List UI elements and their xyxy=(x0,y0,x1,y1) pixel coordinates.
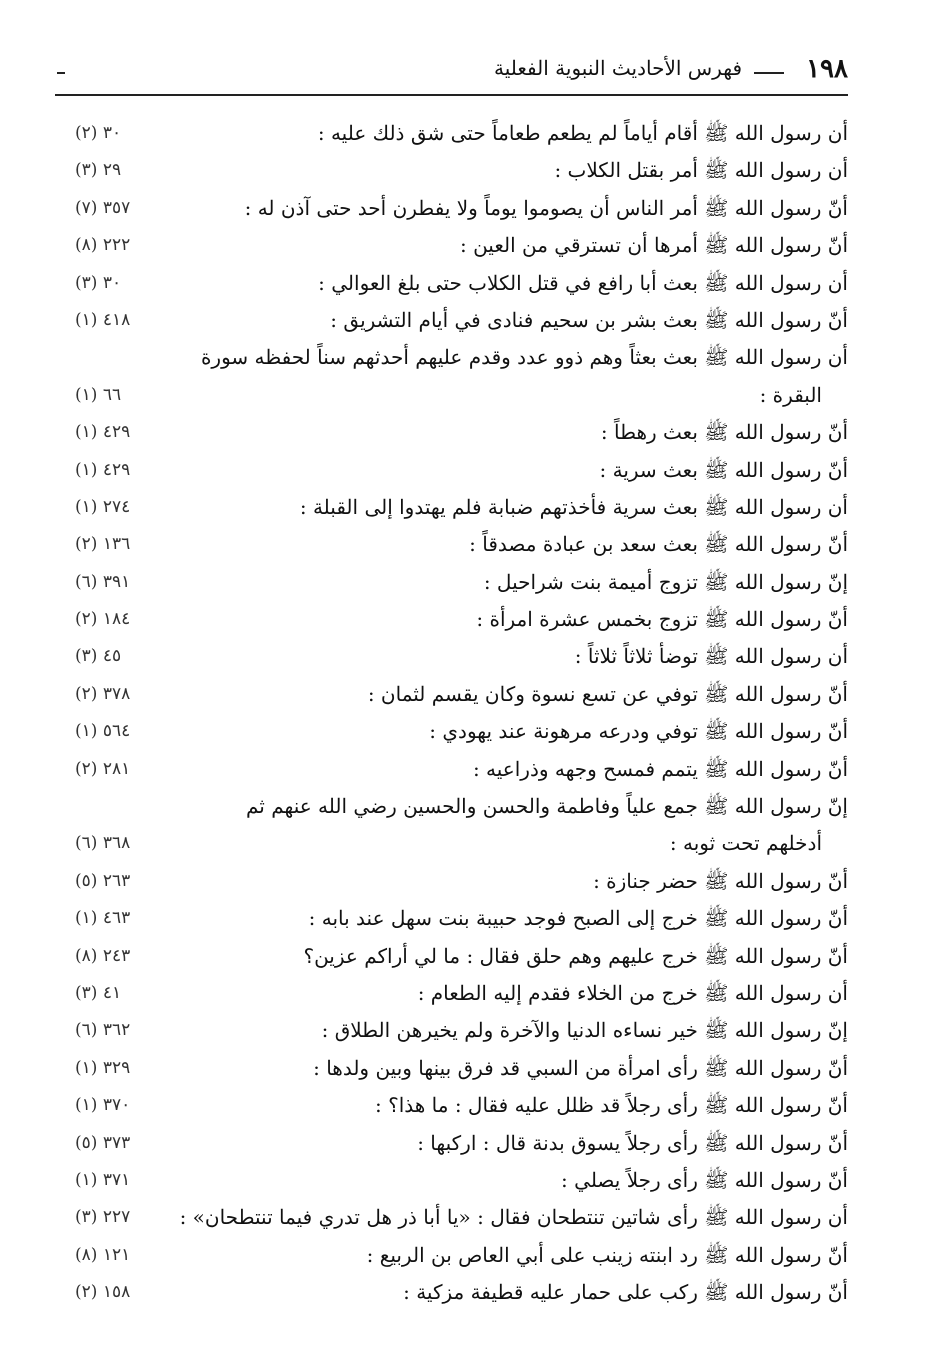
entry-reference: ٢٢٢ (٨) xyxy=(75,235,131,256)
index-entry xyxy=(55,152,848,189)
entry-reference: ٢٦٣ (٥) xyxy=(75,870,131,891)
index-entry xyxy=(55,452,848,489)
index-entry xyxy=(55,489,848,526)
entry-text: البقرة : xyxy=(759,382,822,407)
entry-text: أنّ رسول الله ﷺ ركب على حمار عليه قطيفة مزكية : xyxy=(403,1280,848,1305)
entry-reference: ٣٧١ (١) xyxy=(75,1169,131,1190)
index-entry xyxy=(55,938,848,975)
entry-text: أنّ رسول الله ﷺ توفي ودرعه مرهونة عند يهودي : xyxy=(429,719,848,744)
index-entry-continuation xyxy=(55,825,848,862)
entry-reference: ٣٩١ (٦) xyxy=(75,571,131,592)
entry-text: أدخلهم تحت ثوبه : xyxy=(669,831,822,856)
index-entry xyxy=(55,713,848,750)
index-entry xyxy=(55,265,848,302)
entry-text: أنّ رسول الله ﷺ أمر الناس أن يصوموا يوماً ولا يفطرن أحد حتى آذن له : xyxy=(244,195,848,220)
entry-reference: ١٨٤ (٢) xyxy=(75,609,131,630)
entry-reference: ٣٦٨ (٦) xyxy=(75,833,131,854)
entry-text: إنّ رسول الله ﷺ تزوج أميمة بنت شراحيل : xyxy=(483,569,848,594)
entry-reference: ٥٦٤ (١) xyxy=(75,721,131,742)
entry-text: أنّ رسول الله ﷺ رد ابنته زينب على أبي العاص بن الربيع : xyxy=(366,1242,848,1267)
index-entry xyxy=(55,751,848,788)
index-entry xyxy=(55,1199,848,1236)
header-rule xyxy=(55,94,848,96)
entry-text: أنّ رسول الله ﷺ بعث رهطاً : xyxy=(600,420,848,445)
entry-text: أنّ رسول الله ﷺ رأى رجلاً يسوق بدنة قال : اركبها : xyxy=(417,1130,848,1155)
entry-text: أنّ رسول الله ﷺ بعث سعد بن عبادة مصدقاً : xyxy=(469,532,848,557)
page-header xyxy=(55,52,848,96)
entry-reference: ٢٢٧ (٣) xyxy=(75,1207,131,1228)
index-entry-continuation xyxy=(55,377,848,414)
entry-reference: ٣٢٩ (١) xyxy=(75,1057,131,1078)
entry-text: إنّ رسول الله ﷺ جمع علياً وفاطمة والحسن والحسين رضي الله عنهم ثم xyxy=(245,794,848,819)
entry-text: أنّ رسول الله ﷺ رأى رجلاً قد ظلل عليه فقال : ما هذا؟ : xyxy=(374,1093,848,1118)
index-entry xyxy=(55,526,848,563)
entry-reference: ٤٢٩ (١) xyxy=(75,422,131,443)
entry-reference: ١٣٦ (٢) xyxy=(75,534,131,555)
entry-reference: ٤٥ (٣) xyxy=(75,646,122,667)
entry-reference: ٢٧٤ (١) xyxy=(75,496,131,517)
entry-reference: ٢٩ (٣) xyxy=(75,160,122,181)
index-entry xyxy=(55,1087,848,1124)
index-entry xyxy=(55,638,848,675)
index-entry xyxy=(55,975,848,1012)
entry-text: أنّ رسول الله ﷺ بعث بشر بن سحيم فنادى في أيام التشريق : xyxy=(330,307,848,332)
entry-reference: ٣٧٠ (١) xyxy=(75,1095,131,1116)
index-entry xyxy=(55,302,848,339)
entry-text: أن رسول الله ﷺ بعث سرية فأخذتهم ضبابة فلم يهتدوا إلى القبلة : xyxy=(299,494,848,519)
entry-reference: ٢٤٣ (٨) xyxy=(75,945,131,966)
entry-reference: ٣٧٣ (٥) xyxy=(75,1132,131,1153)
entry-text: أن رسول الله ﷺ أقام أياماً لم يطعم طعاماً حتى شق ذلك عليه : xyxy=(317,121,848,145)
index-entry xyxy=(55,339,848,376)
index-entry xyxy=(55,1274,848,1311)
index-entry xyxy=(55,863,848,900)
entry-reference: ٤١٨ (١) xyxy=(75,309,131,330)
entry-reference: ٣٧٨ (٢) xyxy=(75,683,131,704)
entry-reference: ٦٦ (١) xyxy=(75,384,122,405)
index-entry xyxy=(55,1012,848,1049)
index-entry xyxy=(55,190,848,227)
entry-text: إنّ رسول الله ﷺ خير نساءه الدنيا والآخرة ولم يخيرهن الطلاق : xyxy=(321,1018,848,1043)
entry-text: أن رسول الله ﷺ أمر بقتل الكلاب : xyxy=(554,158,848,183)
index-entry xyxy=(55,900,848,937)
entry-text: أنّ رسول الله ﷺ بعث سرية : xyxy=(599,457,848,482)
entry-text: أنّ رسول الله ﷺ يتمم فمسح وجهه وذراعيه : xyxy=(472,756,848,781)
entry-reference: ٤٦٣ (١) xyxy=(75,908,131,929)
header-dash-end xyxy=(57,72,65,74)
index-entry xyxy=(55,115,848,152)
index-entry xyxy=(55,788,848,825)
entry-text: أنّ رسول الله ﷺ أمرها أن تسترقي من العين : xyxy=(459,233,848,258)
entry-reference: ٤١ (٣) xyxy=(75,982,122,1003)
entry-reference: ٤٢٩ (١) xyxy=(75,459,131,480)
index-entry xyxy=(55,1237,848,1274)
entry-text: أنّ رسول الله ﷺ حضر جنازة : xyxy=(593,868,848,893)
entry-text: أن رسول الله ﷺ رأى شاتين تنتطحان فقال : «يا أبا ذر هل تدري فيما تنتطحان» : xyxy=(179,1205,848,1230)
entry-reference: ١٢١ (٨) xyxy=(75,1244,131,1265)
entry-text: أنّ رسول الله ﷺ رأى رجلاً يصلي : xyxy=(561,1167,848,1192)
index-entry xyxy=(55,1050,848,1087)
entry-reference: ٣٦٢ (٦) xyxy=(75,1020,131,1041)
index-entry xyxy=(55,1125,848,1162)
entry-reference: ٣٠ (٣) xyxy=(75,272,122,293)
entry-text: أن رسول الله ﷺ بعث أبا رافع في قتل الكلاب حتى بلغ العوالي : xyxy=(318,270,848,295)
hadith-index-list xyxy=(55,115,848,1312)
entry-text: أنّ رسول الله ﷺ خرج عليهم وهم حلق فقال : ما لي أراكم عزين؟ xyxy=(303,943,848,968)
index-entry xyxy=(55,564,848,601)
entry-reference: ٣٥٧ (٧) xyxy=(75,197,131,218)
index-entry xyxy=(55,601,848,638)
entry-text: أن رسول الله ﷺ بعث بعثاً وهم ذوو عدد وقدم عليهم أحدثهم سناً لحفظه سورة xyxy=(200,345,848,370)
index-entry xyxy=(55,1162,848,1199)
entry-text: أن رسول الله ﷺ خرج من الخلاء فقدم إليه الطعام : xyxy=(417,980,848,1005)
index-entry xyxy=(55,227,848,264)
index-entry xyxy=(55,414,848,451)
entry-text: أنّ رسول الله ﷺ رأى امرأة من السبي قد فرق بينها وبين ولدها : xyxy=(313,1055,848,1080)
entry-text: أنّ رسول الله ﷺ خرج إلى الصبح فوجد حبيبة بنت سهل عند بابه : xyxy=(308,906,848,931)
running-title: فهرس الأحاديث النبوية الفعلية xyxy=(494,56,742,80)
entry-text: أن رسول الله ﷺ توضأ ثلاثاً ثلاثاً : xyxy=(574,644,848,669)
entry-reference: ٣٠ (٢) xyxy=(75,123,122,143)
index-entry xyxy=(55,676,848,713)
entry-text: أنّ رسول الله ﷺ توفي عن تسع نسوة وكان يقسم لثمان : xyxy=(367,681,848,706)
entry-reference: ١٥٨ (٢) xyxy=(75,1282,131,1303)
entry-reference: ٢٨١ (٢) xyxy=(75,758,131,779)
entry-text: أنّ رسول الله ﷺ تزوج بخمس عشرة امرأة : xyxy=(476,607,848,632)
page-number: ١٩٨ xyxy=(806,54,848,84)
header-dash xyxy=(754,72,784,74)
